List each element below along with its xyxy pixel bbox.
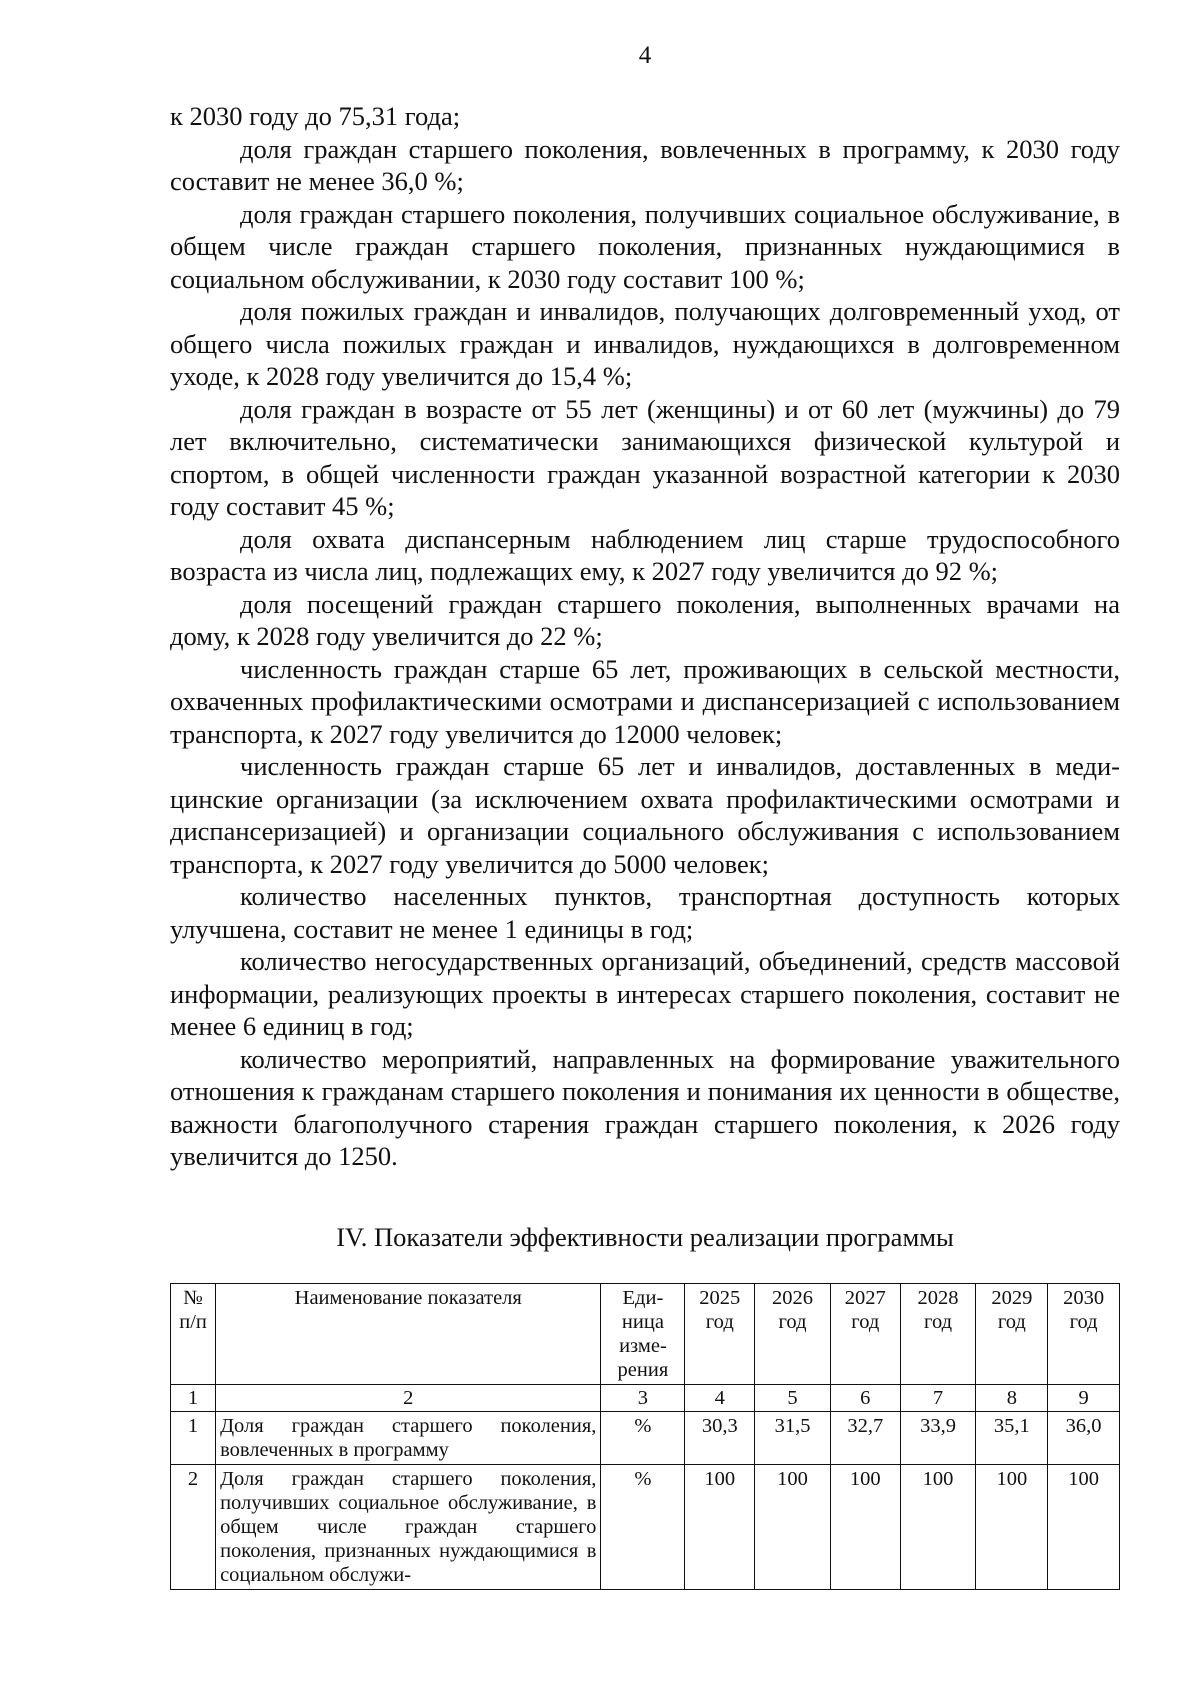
row-value: 100	[830, 1465, 900, 1590]
paragraph: количество мероприятий, направленных на формирование уважительного отношения к гражданам старшего поколения и понимания их ценности в обществе, важности благополучного старения граждан старшего поколения, к 2026 году увеличится до 1250.	[170, 1043, 1120, 1171]
row-name: Доля граждан старшего поколения, получивших социальное обслуживание, в общем числе граждан старшего поколения, признанных нуждающимися в социальном обслужи-	[216, 1465, 601, 1590]
paragraph: доля граждан старшего поколения, получивших социальное обслуживание, в общем числе граждан старшего поколения, признанных нуждающимися в социальном обслуживании, к 2030 году составит 100 %;	[170, 198, 1120, 294]
table-row	[171, 1412, 1120, 1465]
header-name: Наименование показателя	[216, 1284, 601, 1385]
column-number: 9	[1048, 1385, 1120, 1412]
column-number: 8	[976, 1385, 1048, 1412]
row-unit: %	[601, 1412, 685, 1465]
paragraph: количество населенных пунктов, транспортная доступность которых улучшена, составит не менее 1 единицы в год;	[170, 881, 1120, 944]
row-value: 33,9	[900, 1412, 976, 1465]
row-num: 2	[171, 1465, 216, 1590]
column-number-row	[171, 1385, 1120, 1412]
header-year: 2026 год	[755, 1284, 831, 1385]
table-row	[171, 1465, 1120, 1590]
section-heading: IV. Показатели эффективности реализации программы	[336, 1222, 954, 1252]
header-year: 2028 год	[900, 1284, 976, 1385]
header-year: 2029 год	[976, 1284, 1048, 1385]
column-number: 2	[216, 1385, 601, 1412]
paragraph: доля граждан старшего поколения, вовлеченных в программу, к 2030 году составит не менее 36,0 %;	[170, 133, 1120, 196]
indicators-table	[170, 1283, 1120, 1590]
column-number: 7	[900, 1385, 976, 1412]
row-value: 31,5	[755, 1412, 831, 1465]
row-value: 100	[976, 1465, 1048, 1590]
row-value: 32,7	[830, 1412, 900, 1465]
header-num: № п/п	[171, 1284, 216, 1385]
paragraph: доля граждан в возрасте от 55 лет (женщины) и от 60 лет (мужчины) до 79 лет включительно, систематически занимающихся физической культурой и спортом, в общей численности граждан указанной возрастной категории к 2030 году составит 45 %;	[170, 393, 1120, 521]
column-number: 6	[830, 1385, 900, 1412]
row-value: 35,1	[976, 1412, 1048, 1465]
header-unit: Единица измерения	[601, 1284, 685, 1385]
body-text	[170, 100, 1120, 1173]
column-number: 1	[171, 1385, 216, 1412]
paragraph: количество негосударственных организаций, объединений, средств массовой информации, реализующих проекты в интересах старшего поколения, составит не менее 6 единиц в год;	[170, 946, 1120, 1041]
column-number: 3	[601, 1385, 685, 1412]
paragraph: доля посещений граждан старшего поколения, выполненных врачами на дому, к 2028 году увеличится до 22 %;	[170, 588, 1120, 651]
paragraph: доля пожилых граждан и инвалидов, получающих долговременный уход, от общего числа пожилых граждан и инвалидов, нуждающихся в долговременном уходе, к 2028 году увеличится до 15,4 %;	[170, 296, 1120, 391]
row-value: 30,3	[685, 1412, 755, 1465]
paragraph: к 2030 году до 75,31 года;	[170, 101, 461, 131]
row-value: 36,0	[1048, 1412, 1120, 1465]
row-value: 100	[685, 1465, 755, 1590]
row-value: 100	[755, 1465, 831, 1590]
table-header-row	[171, 1284, 1120, 1385]
row-name: Доля граждан старшего поколения, вовлеченных в программу	[216, 1412, 601, 1465]
header-year: 2025 год	[685, 1284, 755, 1385]
row-num: 1	[171, 1412, 216, 1465]
header-year: 2030 год	[1048, 1284, 1120, 1385]
row-unit: %	[601, 1465, 685, 1590]
header-year: 2027 год	[830, 1284, 900, 1385]
column-number: 5	[755, 1385, 831, 1412]
column-number: 4	[685, 1385, 755, 1412]
row-value: 100	[900, 1465, 976, 1590]
row-value: 100	[1048, 1465, 1120, 1590]
paragraph: численность граждан старше 65 лет, проживающих в сельской местности, охваченных профилактическими осмотрами и диспансеризацией с использованием транспорта, к 2027 году увеличится до 12000 человек;	[170, 653, 1120, 749]
page-number: 4	[638, 42, 652, 69]
paragraph: численность граждан старше 65 лет и инвалидов, доставленных в медицинские организации (за исключением охвата профилактическими осмотрами и диспансеризацией) и организации социального обслуживания с использованием транспорта, к 2027 году увеличится до 5000 человек;	[170, 751, 1120, 879]
paragraph: доля охвата диспансерным наблюдением лиц старше трудоспособного возраста из числа лиц, подлежащих ему, к 2027 году увеличится до 92 %;	[170, 523, 1120, 586]
